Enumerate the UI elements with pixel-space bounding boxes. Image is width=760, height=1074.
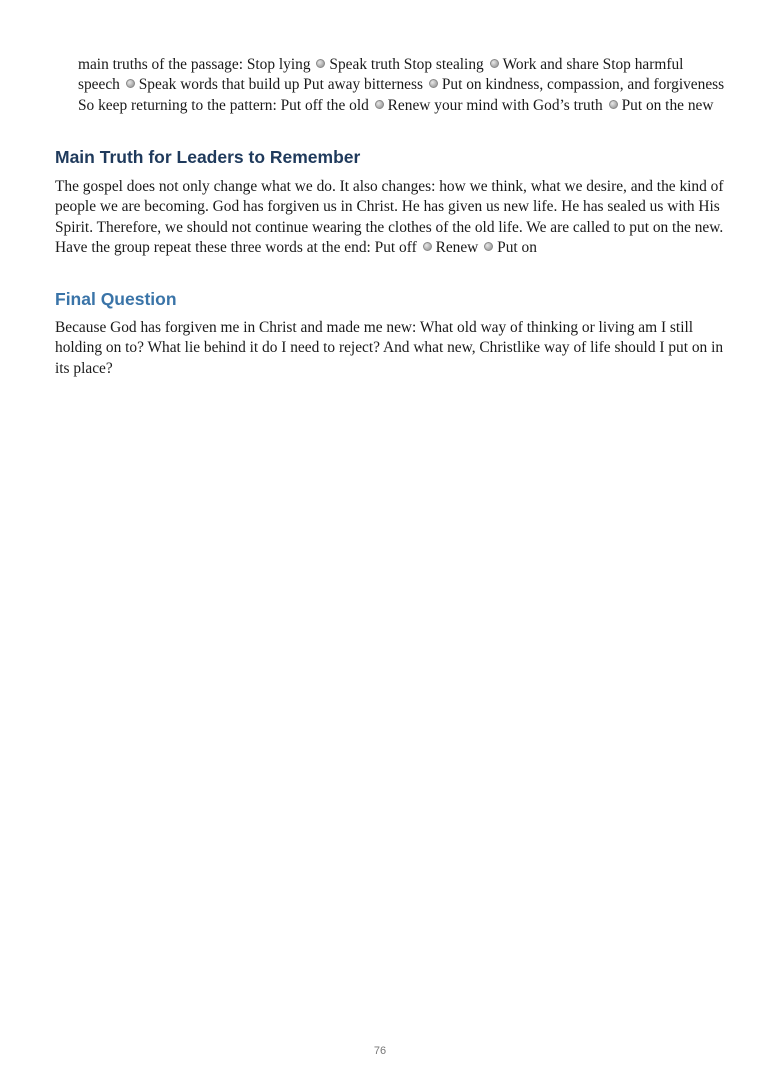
intro-segment: Speak truth Stop stealing: [329, 56, 484, 73]
bullet-icon: [375, 100, 384, 109]
intro-segment: main truths of the passage: Stop lying: [78, 56, 311, 73]
intro-segment: Put on the new: [621, 96, 714, 114]
bullet-icon: [484, 242, 493, 251]
intro-segment: Work and share Stop harmful speech: [78, 56, 684, 94]
intro-segment: Speak words that build up Put away bitterness: [138, 76, 423, 94]
main-truth-heading: Main Truth for Leaders to Remember: [55, 147, 361, 167]
intro-segment: Renew your mind with God’s truth: [387, 96, 603, 114]
main-truth-segment: The gospel does not only change what we do. It also changes: how we think, what we desire, and the kind of people we are becoming. God has forgiven us in Christ. He has given us new life. He has sealed us with His Spirit. Therefore, we should not continue wearing the clothes of the old life. We are called to put on the new. Have the group repeat these three words at the end: Put off: [55, 178, 724, 257]
final-question-heading: Final Question: [55, 289, 177, 309]
bullet-icon: [126, 79, 135, 88]
pattern-summary-paragraph: [78, 55, 728, 116]
bullet-icon: [423, 242, 432, 251]
bullet-icon: [609, 100, 618, 109]
intro-segment: Put on kindness, compassion, and forgiveness So keep returning to the pattern: Put off the old: [78, 76, 725, 114]
page-number: 76: [373, 1045, 387, 1057]
main-truth-paragraph: [55, 177, 727, 259]
main-truth-segment: Put on: [497, 239, 537, 257]
bullet-icon: [316, 59, 325, 68]
final-question-paragraph: Because God has forgiven me in Christ and made me new: What old way of thinking or living am I still holding on to? What lie behind it do I need to reject? And what new, Christlike way of life should I put on in its place?: [55, 319, 724, 377]
main-truth-segment: Renew: [435, 239, 479, 257]
bullet-icon: [490, 59, 499, 68]
bullet-icon: [429, 79, 438, 88]
